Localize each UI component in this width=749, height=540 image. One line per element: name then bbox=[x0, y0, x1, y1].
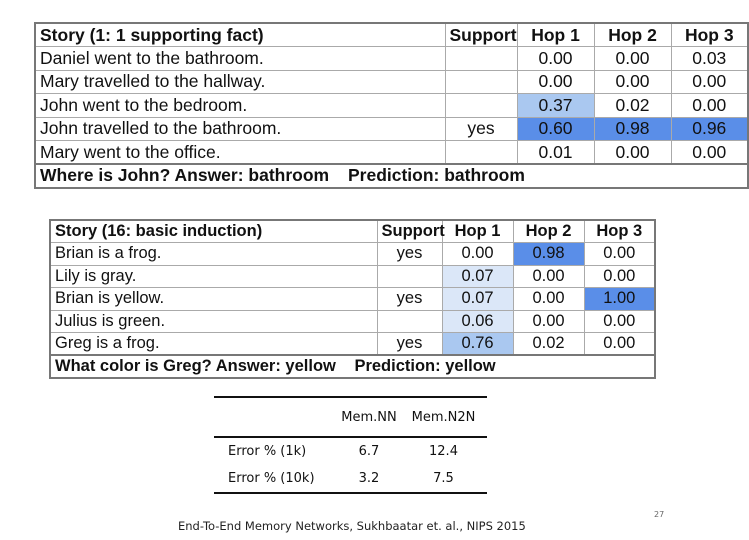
hop-cell: 0.00 bbox=[513, 265, 584, 288]
story-sentence: John travelled to the bathroom. bbox=[35, 117, 445, 141]
story-sentence: Mary went to the office. bbox=[35, 141, 445, 165]
support-cell: yes bbox=[445, 117, 517, 141]
table-row bbox=[214, 465, 487, 492]
hop-cell: 0.76 bbox=[442, 333, 513, 356]
results-header-row bbox=[214, 398, 487, 436]
table-row bbox=[50, 333, 655, 356]
hop-cell: 0.00 bbox=[594, 70, 671, 94]
hop-cell: 0.06 bbox=[442, 310, 513, 333]
question-answer-prediction bbox=[50, 355, 655, 378]
hop-cell: 0.37 bbox=[517, 94, 594, 118]
citation: End-To-End Memory Networks, Sukhbaatar et. al., NIPS 2015 bbox=[178, 519, 526, 533]
prediction: Prediction: yellow bbox=[354, 356, 496, 375]
hop-cell: 0.00 bbox=[671, 94, 748, 118]
memnn-value: 3.2 bbox=[358, 471, 380, 486]
support-cell bbox=[377, 265, 442, 288]
support-cell bbox=[445, 94, 517, 118]
table-header-row bbox=[35, 23, 748, 47]
memnn-value: 6.7 bbox=[358, 444, 380, 459]
hop1-column-header: Hop 1 bbox=[517, 23, 594, 47]
support-cell bbox=[445, 70, 517, 94]
results-table bbox=[214, 396, 487, 494]
question-answer: Where is John? Answer: bathroom bbox=[40, 165, 330, 186]
hop-cell: 0.00 bbox=[442, 243, 513, 266]
story-sentence: Brian is a frog. bbox=[50, 243, 377, 266]
hop-cell: 0.00 bbox=[517, 47, 594, 71]
support-cell: yes bbox=[377, 288, 442, 311]
hop-cell: 0.98 bbox=[594, 117, 671, 141]
support-cell: yes bbox=[377, 243, 442, 266]
table-row bbox=[50, 288, 655, 311]
table-row bbox=[214, 438, 487, 465]
story-sentence: Daniel went to the bathroom. bbox=[35, 47, 445, 71]
table-row bbox=[35, 141, 748, 165]
prediction: Prediction: bathroom bbox=[347, 165, 525, 186]
hop-cell: 0.96 bbox=[671, 117, 748, 141]
table-row bbox=[35, 94, 748, 118]
hop3-column-header: Hop 3 bbox=[671, 23, 748, 47]
hop-cell: 0.00 bbox=[671, 141, 748, 165]
support-cell bbox=[377, 310, 442, 333]
table-header-row bbox=[50, 220, 655, 243]
hop1-column-header: Hop 1 bbox=[442, 220, 513, 243]
support-cell bbox=[445, 141, 517, 165]
table-rule bbox=[214, 492, 487, 494]
hop-cell: 0.00 bbox=[584, 333, 655, 356]
hop-cell: 0.60 bbox=[517, 117, 594, 141]
support-cell: yes bbox=[377, 333, 442, 356]
memn2n-value: 12.4 bbox=[429, 444, 458, 459]
hop3-column-header: Hop 3 bbox=[584, 220, 655, 243]
table-footer-row bbox=[35, 164, 748, 188]
table-row bbox=[50, 310, 655, 333]
hop-cell: 0.98 bbox=[513, 243, 584, 266]
hop-cell: 0.00 bbox=[584, 265, 655, 288]
support-column-header: Support bbox=[445, 23, 517, 47]
table-row bbox=[35, 47, 748, 71]
page-number: 27 bbox=[654, 510, 665, 519]
hop-cell: 0.00 bbox=[584, 310, 655, 333]
hop2-column-header: Hop 2 bbox=[513, 220, 584, 243]
story-table-1 bbox=[34, 22, 749, 189]
hop-cell: 0.07 bbox=[442, 265, 513, 288]
hop-cell: 0.03 bbox=[671, 47, 748, 71]
story-sentence: Greg is a frog. bbox=[50, 333, 377, 356]
story-column-header: Story (1: 1 supporting fact) bbox=[35, 23, 445, 47]
question-answer-prediction bbox=[35, 164, 748, 188]
hop-cell: 0.00 bbox=[513, 310, 584, 333]
hop-cell: 0.00 bbox=[594, 141, 671, 165]
hop-cell: 0.00 bbox=[584, 243, 655, 266]
story-sentence: Brian is yellow. bbox=[50, 288, 377, 311]
table-footer-row bbox=[50, 355, 655, 378]
memn2n-column-header: Mem.N2N bbox=[411, 409, 476, 425]
hop-cell: 0.00 bbox=[594, 47, 671, 71]
support-cell bbox=[445, 47, 517, 71]
story-sentence: Julius is green. bbox=[50, 310, 377, 333]
hop-cell: 1.00 bbox=[584, 288, 655, 311]
support-column-header: Support bbox=[377, 220, 442, 243]
story-sentence: John went to the bedroom. bbox=[35, 94, 445, 118]
hop-cell: 0.00 bbox=[671, 70, 748, 94]
hop-cell: 0.07 bbox=[442, 288, 513, 311]
memnn-column-header: Mem.NN bbox=[341, 409, 397, 425]
story-table-2 bbox=[49, 219, 656, 379]
story-sentence: Mary travelled to the hallway. bbox=[35, 70, 445, 94]
metric-label: Error % (1k) bbox=[228, 444, 307, 459]
table-row bbox=[35, 117, 748, 141]
story-sentence: Lily is gray. bbox=[50, 265, 377, 288]
table-row bbox=[35, 70, 748, 94]
hop2-column-header: Hop 2 bbox=[594, 23, 671, 47]
memn2n-value: 7.5 bbox=[433, 471, 454, 486]
hop-cell: 0.02 bbox=[594, 94, 671, 118]
hop-cell: 0.02 bbox=[513, 333, 584, 356]
metric-label: Error % (10k) bbox=[228, 471, 315, 486]
table-row bbox=[50, 243, 655, 266]
hop-cell: 0.01 bbox=[517, 141, 594, 165]
story-column-header: Story (16: basic induction) bbox=[50, 220, 377, 243]
question-answer: What color is Greg? Answer: yellow bbox=[55, 356, 336, 375]
table-row bbox=[50, 265, 655, 288]
hop-cell: 0.00 bbox=[517, 70, 594, 94]
hop-cell: 0.00 bbox=[513, 288, 584, 311]
